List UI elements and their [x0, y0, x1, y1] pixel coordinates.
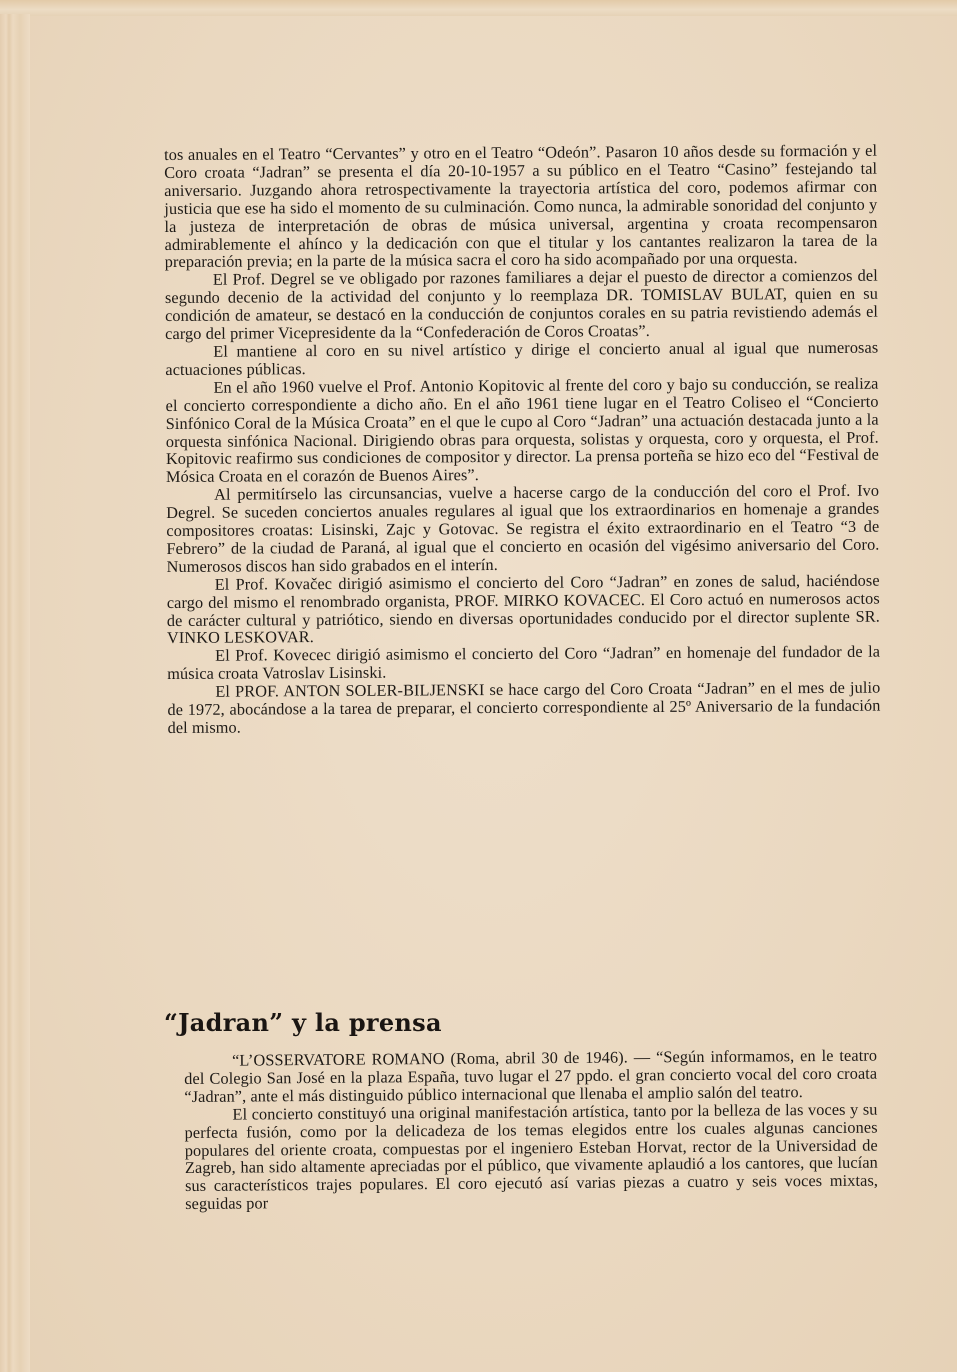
history-body-text [164, 142, 881, 737]
section-heading: “Jadran” y la prensa [164, 1008, 442, 1037]
paragraph: “L’OSSERVATORE ROMANO (Roma, abril 30 de 1946). — “Según informamos, en le teatro del Colegio San José en la plaza España, tuvo lugar el 27 ppdo. el gran concierto vocal del coro croata “Jadran”, ante el más distinguido público internacional que llenaba el amplio salón del teatro. [184, 1045, 878, 1106]
paragraph: El Prof. Kovačec dirigió asimismo el concierto del Coro “Jadran” en zones de salud, haciéndose cargo del mismo el renombrado organista, PROF. MIRKO KOVACEC. El Coro actuó en numerosos actos de carácter cultural y patriótico, siendo en diversas oportunidades conducido por el director suplente SR. VINKO LESKOVAR. [166, 570, 880, 648]
paragraph: El concierto constituyó una original manifestación artística, tanto por la belleza de las voces y su perfecta fusión, como por la delicadeza de los temas elegidos entre los cuales algunas canciones populares del oriente croata, compuestas por el ingeniero Esteban Horvat, rector de la Universidad de Zagreb, han sido altamente apreciadas por el público, que vivamente aplaudió a los cantores, que lucían sus característicos trajes populares. El coro ejecutó así varias piezas a cuatro y seis voces mixtas, seguidas por [184, 1099, 879, 1214]
page-edge-top [0, 0, 957, 17]
paragraph: El PROF. ANTON SOLER-BILJENSKI se hace cargo del Coro Croata “Jadran” en el mes de julio de 1972, abocándose a la tarea de preparar, el concierto correspondiente al 25º Aniversario de la fundación del mismo. [167, 677, 881, 737]
paragraph: El mantiene al coro en su nivel artístico y dirige el concierto anual al igual que numerosas actuaciones públicas. [165, 337, 879, 379]
paragraph: En el año 1960 vuelve el Prof. Antonio Kopitovic al frente del coro y bajo su conducción, se realiza el concierto correspondiente a dicho año. En el año 1961 tiene lugar en el Teatro Coliseo el “Concierto Sinfónico Coral de la Música Croata” en el que le cupo al Coro “Jadran” una actuación destacada junto a la orquesta sinfónica Nacional. Dirigiendo obras para orquesta, solistas y orquesta, coro y orquesta, el Prof. Kopitovic reafirmo sus condiciones de compositor y director. La prensa porteña se hizo eco del “Festival de Mósica Croata en el corazón de Buenos Aires”. [165, 373, 879, 487]
paragraph: El Prof. Degrel se ve obligado por razones familiares a dejar el puesto de director a comienzos del segundo decenio de la actividad del conjunto y lo reemplaza DR. TOMISLAV BULAT, quien en su condición de amateur, se destacó en la conducción de conjuntos corales en su patria revistiendo además el cargo del primer Vicepresidente da la “Confederación de Coros Croatas”. [164, 265, 879, 344]
page-edge-left [0, 14, 30, 1372]
press-body-text [184, 1047, 878, 1214]
paragraph: El Prof. Kovecec dirigió asimismo el concierto del Coro “Jadran” en homenaje del fundador de la música croata Vatroslav Lisinski. [167, 642, 881, 684]
paragraph: tos anuales en el Teatro “Cervantes” y otro en el Teatro “Odeón”. Pasaron 10 años desde su formación y el Coro croata “Jadran” se presenta el día 20-10-1957 a su público en el Teatro “Casino” festejando tal aniversario. Juzgando ahora retrospectivamente la trayectoria artística del coro, podemos afirmar con justicia que ese ha sido el momento de su culminación. Como nunca, la admirable sonoridad del conjunto y la justeza de interpretación de obras de música universal, argentina y croata recompensaron admirablemente el ahínco y la dedicación con que el titular y los cantantes realizaron la tarea de la preparación previa; en la parte de la música sacra el coro ha sido acompañado por una orquesta. [163, 140, 878, 272]
paragraph: Al permitírselo las circunsancias, vuelve a hacerse cargo de la conducción del coro el Prof. Ivo Degrel. Se suceden conciertos anuales regulares al igual que los extraordinarios en homenaje a grandes compositores croatas: Lisinski, Zajc y Gotovac. Se registra el éxito extraordinario en el Teatro “3 de Febrero” de la ciudad de Paraná, al igual que el concierto en ocasión del vigésimo aniversario del Coro. Numerosos discos han sido grabados en el interín. [166, 480, 880, 576]
